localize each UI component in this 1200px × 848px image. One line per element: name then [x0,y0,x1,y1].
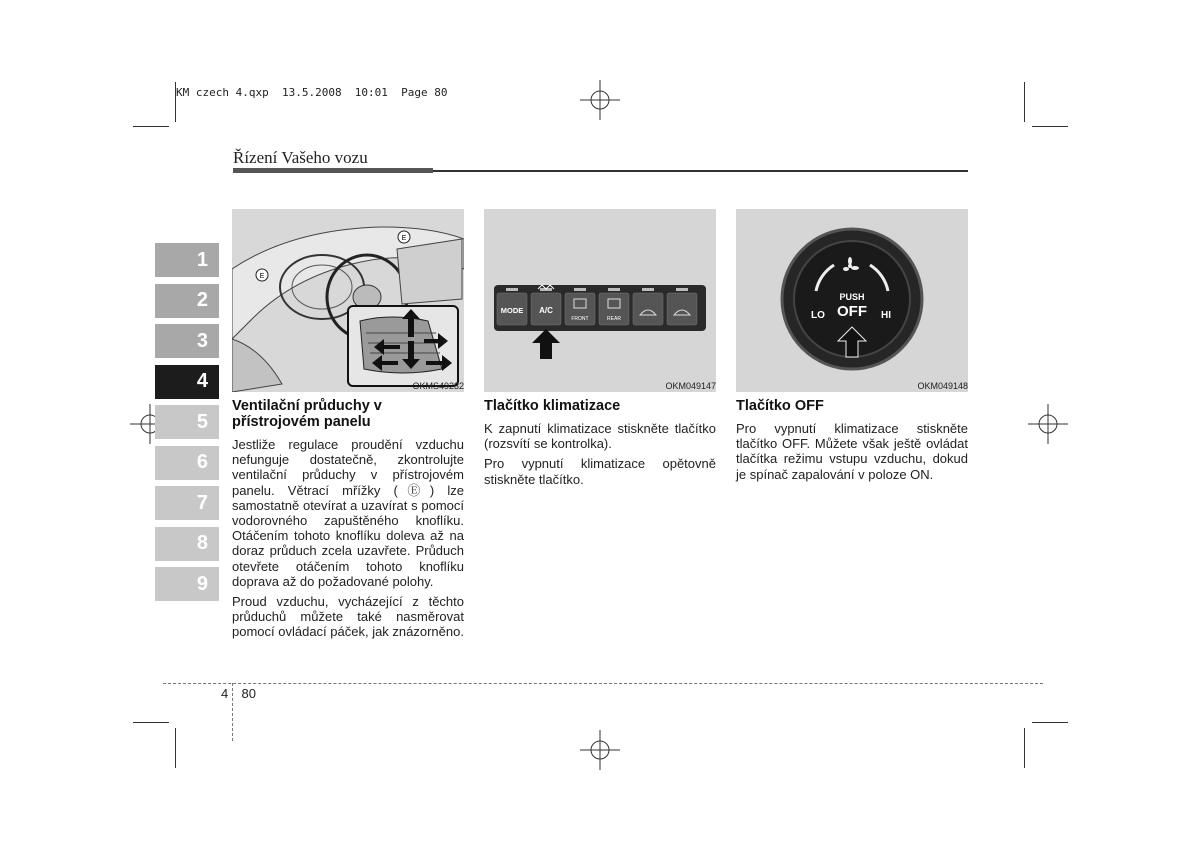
section-vents [232,209,464,640]
fan-knob-illustration [736,209,968,392]
figure-ac-panel [484,209,716,392]
dashboard-illustration [232,209,464,392]
figure-dashboard-vents [232,209,464,392]
crop-mark [1024,728,1025,768]
chapter-tabs [155,243,219,608]
ac-panel-illustration [484,209,716,392]
figure-fan-knob [736,209,968,392]
paragraph: K zapnutí klimatizace stiskněte tlačítko (rozsvítí se kontrolka). [484,421,716,452]
section-heading: Ventilační průduchy v přístrojovém panelu [232,398,382,430]
crop-mark [175,82,176,122]
knob-push-label: PUSH [839,292,865,302]
paragraph: Pro vypnutí klimatizace opětovně stiskněte tlačítko. [484,456,716,487]
registration-mark-icon [580,730,620,770]
section-ac-button [484,209,716,487]
chapter-tab-3[interactable]: 3 [155,324,219,358]
figure-code: OKMS49232 [412,381,464,391]
title-rule-accent [233,168,433,173]
chapter-tab-9[interactable]: 9 [155,567,219,601]
registration-mark-icon [580,80,620,120]
front-defrost-label: FRONT [571,316,589,322]
footer-rule [163,683,1043,684]
rear-defrost-label: REAR [607,316,621,322]
chapter-tab-5[interactable]: 5 [155,405,219,439]
section-heading: Tlačítko OFF [736,398,824,414]
chapter-tab-2[interactable]: 2 [155,284,219,318]
chapter-tab-8[interactable]: 8 [155,527,219,561]
paragraph: Jestliže regulace proudění vzduchu nefunguje dostatečně, zkontrolujte ventilační průduchy v přístrojovém panelu. Větrací mřížky (Ⓔ) lze samostatně otevírat a uzavírat s pomocí vodorovného zapuštěného knoflíku. Otáčením tohoto knoflíku doleva až na doraz průduch zcela uzavřete. Průduch otevřete otáčením tohoto knoflíku doprava až do požadované polohy. [232,437,464,589]
page-number [221,686,256,701]
mode-button-label: MODE [500,306,524,315]
callout-e-label: E [259,273,265,280]
chapter-tab-1[interactable]: 1 [155,243,219,277]
knob-hi-label: HI [881,310,891,321]
section-number: 4 [221,686,229,701]
crop-mark [133,126,169,127]
crop-mark [133,722,169,723]
paragraph: Proud vzduchu, vycházející z těchto průduchů můžete také nasměrovat pomocí ovládací páček, jak znázorněno. [232,594,464,640]
crop-mark [1024,82,1025,122]
chapter-tab-4[interactable]: 4 [155,365,219,399]
callout-e-label: E [401,235,407,242]
page-number-value: 80 [241,686,256,701]
chapter-title: Řízení Vašeho vozu [233,148,368,167]
print-slug: KM czech 4.qxp 13.5.2008 10:01 Page 80 [176,86,448,99]
vent-inset [348,306,458,386]
registration-mark-icon [1028,404,1068,444]
figure-code: OKM049148 [917,381,968,391]
crop-mark [1032,126,1068,127]
crop-mark [175,728,176,768]
paragraph: Pro vypnutí klimatizace stiskněte tlačítko OFF. Můžete však ještě ovládat tlačítka režimu vstupu vzduchu, dokud je spínač zapalování v poloze ON. [736,421,968,482]
section-off-button [736,209,968,482]
knob-lo-label: LO [811,310,825,321]
crop-mark [1032,722,1068,723]
chapter-tab-7[interactable]: 7 [155,486,219,520]
ac-button-label: A/C [539,306,553,315]
section-heading: Tlačítko klimatizace [484,398,621,414]
chapter-tab-6[interactable]: 6 [155,446,219,480]
figure-code: OKM049147 [665,381,716,391]
knob-off-label: OFF [837,303,867,320]
